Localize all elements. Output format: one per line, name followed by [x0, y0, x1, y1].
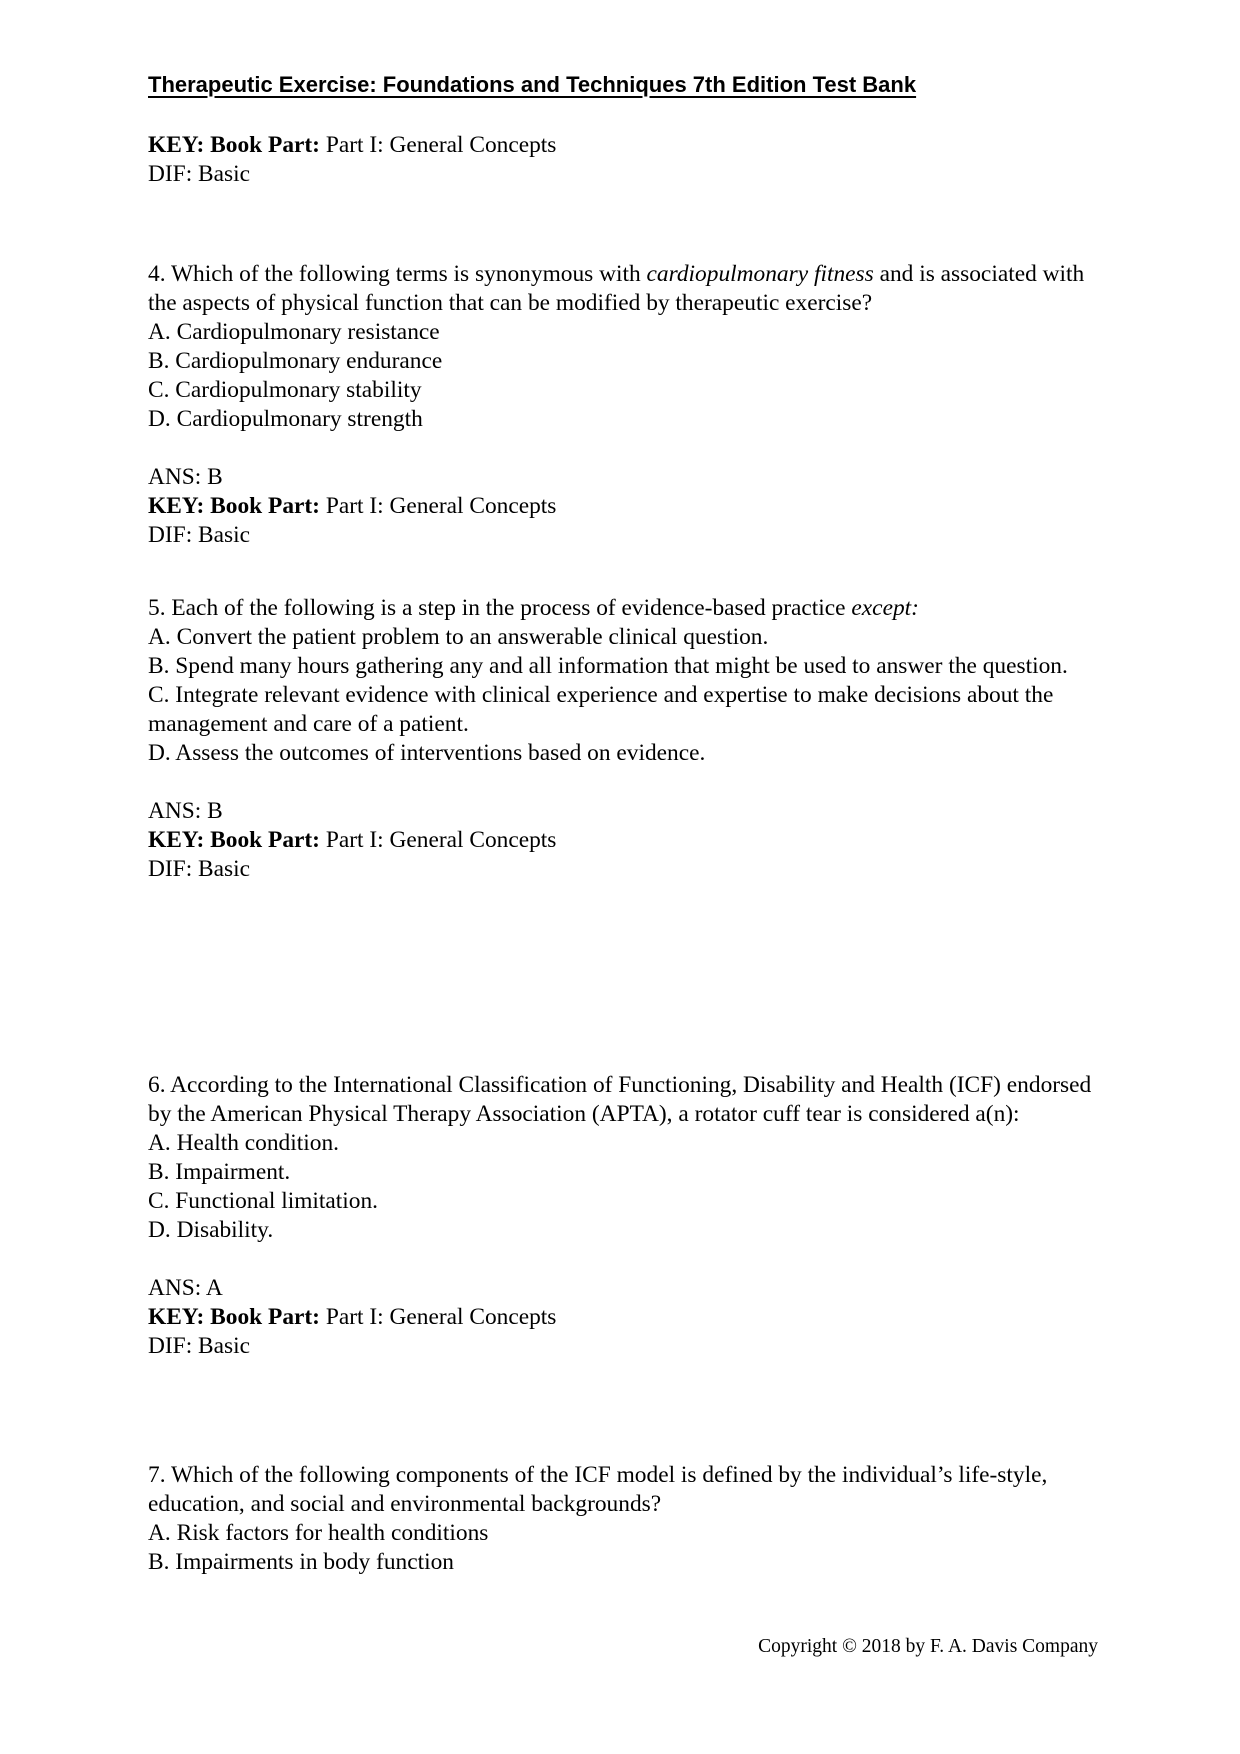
- question-7-stem: 7. Which of the following components of the ICF model is defined by the individual’s life-style, education, and social and environmental backgrounds?: [148, 1462, 1048, 1517]
- key-label: KEY: Book Part:: [148, 132, 320, 158]
- question-6: [148, 1071, 1108, 1361]
- question-4-option-a: A. Cardiopulmonary resistance: [148, 319, 440, 345]
- question-4-italic-term: cardiopulmonary fitness: [646, 261, 874, 287]
- question-4-answer: ANS: B: [148, 464, 223, 490]
- question-4-stem: 4. Which of the following terms is synonymous with cardiopulmonary fitness and is associated with the aspects of physical function that can be modified by therapeutic exercise?: [148, 261, 1085, 316]
- key-line: [148, 131, 1108, 160]
- question-5-answer: ANS: B: [148, 798, 223, 824]
- key-value: Part I: General Concepts: [325, 493, 557, 519]
- question-5-option-b: B. Spend many hours gathering any and all information that might be used to answer the question.: [148, 653, 1068, 679]
- question-6-key-line: [148, 1303, 1108, 1332]
- key-label: KEY: Book Part:: [148, 827, 320, 853]
- question-5-option-a: A. Convert the patient problem to an answerable clinical question.: [148, 624, 769, 650]
- question-5-stem: 5. Each of the following is a step in the process of evidence-based practice except:: [148, 595, 919, 621]
- question-4-option-c: C. Cardiopulmonary stability: [148, 377, 422, 403]
- question-5-key-line: [148, 826, 1108, 855]
- question-7-option-b: B. Impairments in body function: [148, 1549, 454, 1575]
- document-page: [148, 0, 1108, 1754]
- question-4-option-b: B. Cardiopulmonary endurance: [148, 348, 443, 374]
- question-6-answer: ANS: A: [148, 1275, 223, 1301]
- question-6-option-a: A. Health condition.: [148, 1130, 339, 1156]
- question-4-option-d: D. Cardiopulmonary strength: [148, 406, 423, 432]
- question-5-difficulty: DIF: Basic: [148, 856, 251, 882]
- question-5: [148, 594, 1108, 884]
- question-6-option-c: C. Functional limitation.: [148, 1188, 379, 1214]
- question-6-stem: 6. According to the International Classification of Functioning, Disability and Health (ICF) endorsed by the American Physical Therapy Association (APTA), a rotator cuff tear is considered a(n):: [148, 1072, 1092, 1127]
- question-7: [148, 1461, 1108, 1577]
- question-5-option-c: C. Integrate relevant evidence with clinical experience and expertise to make decisions about the management and care of a patient.: [148, 682, 1054, 737]
- question-3-meta: [148, 131, 1108, 189]
- key-value: Part I: General Concepts: [325, 1304, 557, 1330]
- question-4: [148, 260, 1108, 550]
- key-label: KEY: Book Part:: [148, 1304, 320, 1330]
- question-4-difficulty: DIF: Basic: [148, 522, 251, 548]
- key-value: Part I: General Concepts: [325, 827, 557, 853]
- question-5-italic-term: except:: [851, 595, 919, 621]
- difficulty-line: DIF: Basic: [148, 161, 251, 187]
- question-4-key-line: [148, 492, 1108, 521]
- document-header-title: Therapeutic Exercise: Foundations and Techniques 7th Edition Test Bank: [148, 72, 917, 97]
- copyright-footer: Copyright © 2018 by F. A. Davis Company: [758, 1636, 1098, 1657]
- question-7-option-a: A. Risk factors for health conditions: [148, 1520, 489, 1546]
- question-6-option-b: B. Impairment.: [148, 1159, 291, 1185]
- question-5-option-d: D. Assess the outcomes of interventions based on evidence.: [148, 740, 706, 766]
- question-6-option-d: D. Disability.: [148, 1217, 274, 1243]
- question-6-difficulty: DIF: Basic: [148, 1333, 251, 1359]
- key-label: KEY: Book Part:: [148, 493, 320, 519]
- key-value: Part I: General Concepts: [325, 132, 557, 158]
